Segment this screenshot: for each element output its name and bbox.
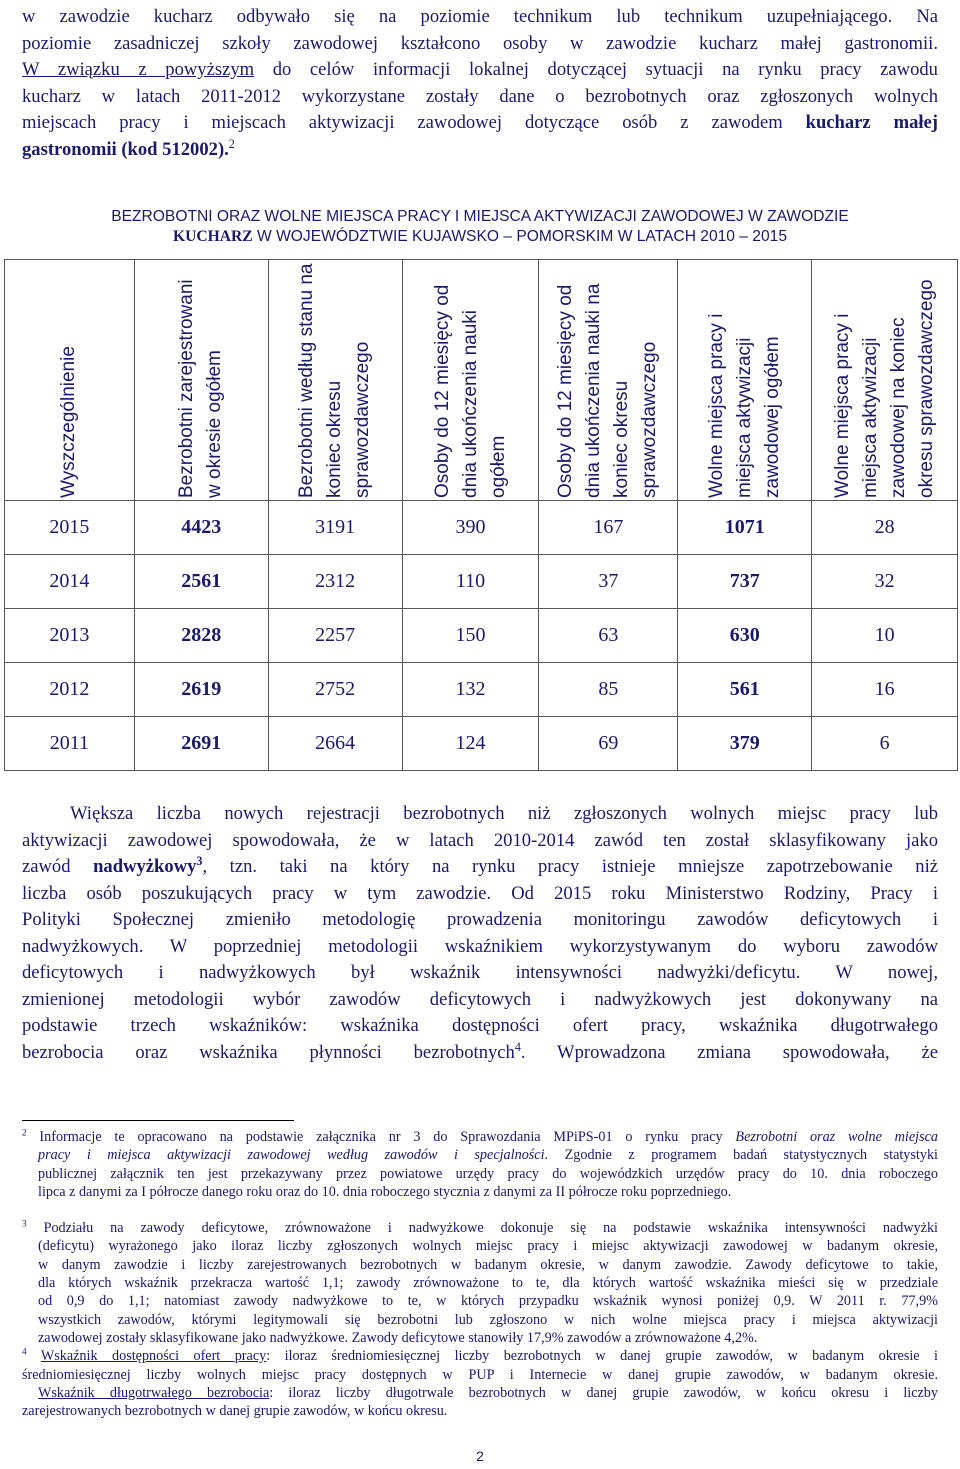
body-text: . Wprowadzona zmiana spowodowała, że [520,1041,939,1063]
table-cell: 167 [539,501,678,555]
table-title-line2 [0,227,960,247]
column-header-text: Osoby do 12 miesięcy od dnia ukończenia nauki ogółem [431,284,509,498]
table-cell: 2828 [134,609,268,663]
footnote-text: . Zgodnie z programem badań statystycznych statystyki [544,1147,938,1164]
table-row [5,609,958,663]
table-cell: 2257 [268,609,402,663]
table-cell: 390 [402,501,539,555]
column-header-text: Wolne miejsca pracy i miejsca aktywizacji zawodowej na koniec okresu sprawozdawczego [831,279,937,498]
body-line: nadwyżkowych. W poprzedniej metodologii wskaźnikiem wykorzystywanym do wyboru zawodów [22,935,938,957]
body-line: Większa liczba nowych rejestracji bezrobotnych niż zgłoszonych wolnych miejsc pracy lub [70,803,938,824]
footnote-number: 2 [22,1127,27,1138]
column-header [268,260,402,501]
year-cell: 2012 [5,663,135,717]
table-cell: 2691 [134,717,268,771]
column-header [678,260,812,501]
intro-line [22,110,938,137]
year-cell: 2014 [5,555,135,609]
footnote-line: średniomiesięcznej liczby wolnych miejsc pracy dostępnych w PUP i Internecie w danej grupie zawodów, w badanym okresie. [22,1366,938,1383]
footnote-text: Informacje te opracowano na podstawie załącznika nr 3 do Sprawozdania MPiPS-01 o rynku pracy [39,1129,736,1145]
column-header [812,260,958,501]
table-cell: 63 [539,609,678,663]
footnote-text: : iloraz średniomiesięcznej liczby bezrobotnych w danej grupie zawodów, w badanym okresie i [266,1348,938,1365]
footnote-text: : iloraz liczby długotrwale bezrobotnych w danej grupie zawodów, w końcu okresu i liczby [269,1384,938,1401]
column-header-text: Wyszczególnienie [58,346,80,498]
table-title-text: W WOJEWÓDZTWIE KUJAWSKO – POMORSKIM W LATACH 2010 – 2015 [252,228,788,245]
table-cell: 69 [539,717,678,771]
footnote-ref[interactable]: 3 [196,853,203,868]
footnote-number: 3 [22,1218,27,1229]
footnote-italic: pracy i miejsca aktywizacji zawodowej według zawodów i specjalności [38,1147,545,1164]
underlined-phrase: W związku z powyższym [22,59,255,80]
table-cell: 3191 [268,501,402,555]
intro-line: w zawodzie kucharz odbywało się na poziomie technikum lub technikum uzupełniającego. Na [22,6,938,27]
occupation-name: kucharz małej [805,112,938,133]
table-row [5,663,958,717]
table-cell: 132 [402,663,539,717]
intro-line: poziomie zasadniczej szkoły zawodowej kształcono osoby w zawodzie kucharz małej gastronomii. [22,32,938,54]
footnote-line: publicznej załącznik ten jest przekazywany przez powiatowe urzędy pracy do wojewódzkich urzędów pracy do 10. dnia roboczego [38,1165,938,1182]
intro-text: miejscach pracy i miejscach aktywizacji zawodowej dotyczące osób z zawodem [22,112,806,133]
table-title [0,207,960,247]
footnote-ref[interactable]: 4 [514,1039,521,1054]
intro-line [22,57,938,84]
table-cell: 37 [539,555,678,609]
column-header [402,260,539,501]
footnote-2 [22,1128,938,1201]
body-line: Polityki Społecznej zmieniło metodologię prowadzenia monitoringu zawodów deficytowych i [22,909,938,930]
table-title-occupation: KUCHARZ [172,228,253,245]
footnote-italic: Bezrobotni oraz wolne miejsca [735,1129,939,1145]
body-text: , tzn. taki na który na rynku pracy istnieje mniejsze zapotrzebowanie niż [202,856,938,877]
footnote-line: w danym zawodzie i liczby zarejestrowanych bezrobotnych w badanym okresie, w danym zawodzie. Zawody deficytowe to takie, [38,1256,938,1273]
footnote-ref[interactable]: 2 [228,136,235,151]
table-cell: 28 [812,501,958,555]
table-cell: 2664 [268,717,402,771]
table-cell: 16 [812,663,958,717]
footnotes [22,1128,938,1420]
table-cell: 379 [678,717,812,771]
footnote-line: lipca z danymi za I półrocze danego roku oraz do 10. dnia roboczego stycznia z danymi za II półrocze roku poprzedniego. [38,1183,732,1200]
body-line: zmienionej metodologii wybór zawodów deficytowych i nadwyżkowych jest dokonywany na [22,988,938,1010]
column-header [5,260,135,501]
table-row [5,717,958,771]
table-cell: 561 [678,663,812,717]
footnote-3 [22,1219,938,1347]
footnote-line [22,1128,938,1146]
table-cell: 737 [678,555,812,609]
column-header-text: Bezrobotni według stanu na koniec okresu sprawozdawczego [296,263,374,498]
column-header [539,260,678,501]
footnote-line: zarejestrowanych bezrobotnych w danej grupie zawodów, w końcu okresu. [22,1403,448,1420]
table-cell: 85 [539,663,678,717]
occupation-code: gastronomii (kod 512002). [22,138,229,160]
page-number: 2 [476,1448,484,1464]
table-cell: 2619 [134,663,268,717]
column-header-text: Wolne miejsca pracy i miejsca aktywizacji zawodowej ogółem [705,313,783,498]
body-line: liczba osób poszukujących pracy w tym zawodzie. Od 2015 roku Ministerstwo Rodziny, Pracy i [22,882,938,904]
table-cell: 10 [812,609,958,663]
body-line [22,854,938,881]
column-header-text: Bezrobotni zarejestrowani w okresie ogółem [176,279,226,498]
table-cell: 6 [812,717,958,771]
footnote-text: Podziału na zawody deficytowe, zrównoważone i nadwyżkowe dokonuje się na podstawie wskaźnika intensywności nadwyżki [43,1220,939,1237]
footnote-line: od 0,9 do 1,1; natomiast zawody nadwyżkowe to te, w których przypadku wskaźnik wynosi poniżej 0,9. W 2011 r. 77,9% [38,1293,938,1310]
table-cell: 124 [402,717,539,771]
body-line: aktywizacji zawodowej spowodowała, że w latach 2010-2014 zawód ten został sklasyfikowany jako [22,829,938,851]
table-title-line1: BEZROBOTNI ORAZ WOLNE MIEJSCA PRACY I MIEJSCA AKTYWIZACJI ZAWODOWEJ W ZAWODZIE [111,208,849,225]
footnote-line [22,1384,938,1402]
body-line [22,1040,938,1067]
body-text: bezrobocia oraz wskaźnika płynności bezrobotnych [22,1041,515,1063]
indicator-term: Wskaźnik dostępności ofert pracy [40,1348,267,1365]
table-cell: 2561 [134,555,268,609]
table-cell: 1071 [678,501,812,555]
body-text: zawód [22,856,94,877]
footnote-4 [22,1347,938,1420]
table-cell: 110 [402,555,539,609]
body-paragraph [22,801,938,1066]
table-header-row [5,260,958,501]
footnote-number: 4 [22,1346,27,1357]
statistics-table [4,259,958,771]
year-cell: 2013 [5,609,135,663]
column-header [134,260,268,501]
indicator-term: Wskaźnik długotrwałego bezrobocia [38,1384,270,1401]
table-cell: 2752 [268,663,402,717]
footnote-divider [22,1120,294,1121]
body-line: deficytowych i nadwyżkowych był wskaźnik intensywności nadwyżki/deficytu. W nowej, [22,962,938,983]
body-line: podstawie trzech wskaźników: wskaźnika dostępności ofert pracy, wskaźnika długotrwałego [22,1015,938,1036]
table-row [5,501,958,555]
year-cell: 2011 [5,717,135,771]
footnote-line: zawodowej zostały sklasyfikowane jako nadwyżkowe. Zawody deficytowe stanowiły 17,9% zawodów a zrównoważone 4,2%. [38,1329,758,1346]
footnote-line [22,1146,938,1164]
table-cell: 150 [402,609,539,663]
footnote-line: (deficytu) wyrażonego jako iloraz liczby zgłoszonych wolnych miejsc pracy i miejsc aktywizacji zawodowej w badanym okresie, [38,1238,938,1255]
table-cell: 630 [678,609,812,663]
intro-line [22,137,938,164]
table-cell: 32 [812,555,958,609]
year-cell: 2015 [5,501,135,555]
footnote-line: dla których wskaźnik przekracza wartość 1,1; zawody zrównoważone to te, dla których wartość wskaźnika mieści się w przedziale [38,1275,938,1292]
footnote-line [22,1347,938,1365]
intro-paragraph [22,4,938,163]
table-cell: 4423 [134,501,268,555]
intro-text: do celów informacji lokalnej dotyczącej sytuacji na rynku pracy zawodu [254,59,938,80]
classification-term: nadwyżkowy [93,856,197,877]
footnote-line [22,1219,938,1237]
column-header-text: Osoby do 12 miesięcy od dnia ukończenia nauki na koniec okresu sprawozdawczego [555,283,661,498]
table-row [5,555,958,609]
intro-line: kucharz w latach 2011-2012 wykorzystane zostały dane o bezrobotnych oraz zgłoszonych wolnych [22,85,938,107]
table-cell: 2312 [268,555,402,609]
footnote-line: wszystkich zawodów, którymi legitymowali się bezrobotni lub zgłoszono w nich wolne miejsca pracy i miejsca aktywizacji [38,1311,938,1328]
